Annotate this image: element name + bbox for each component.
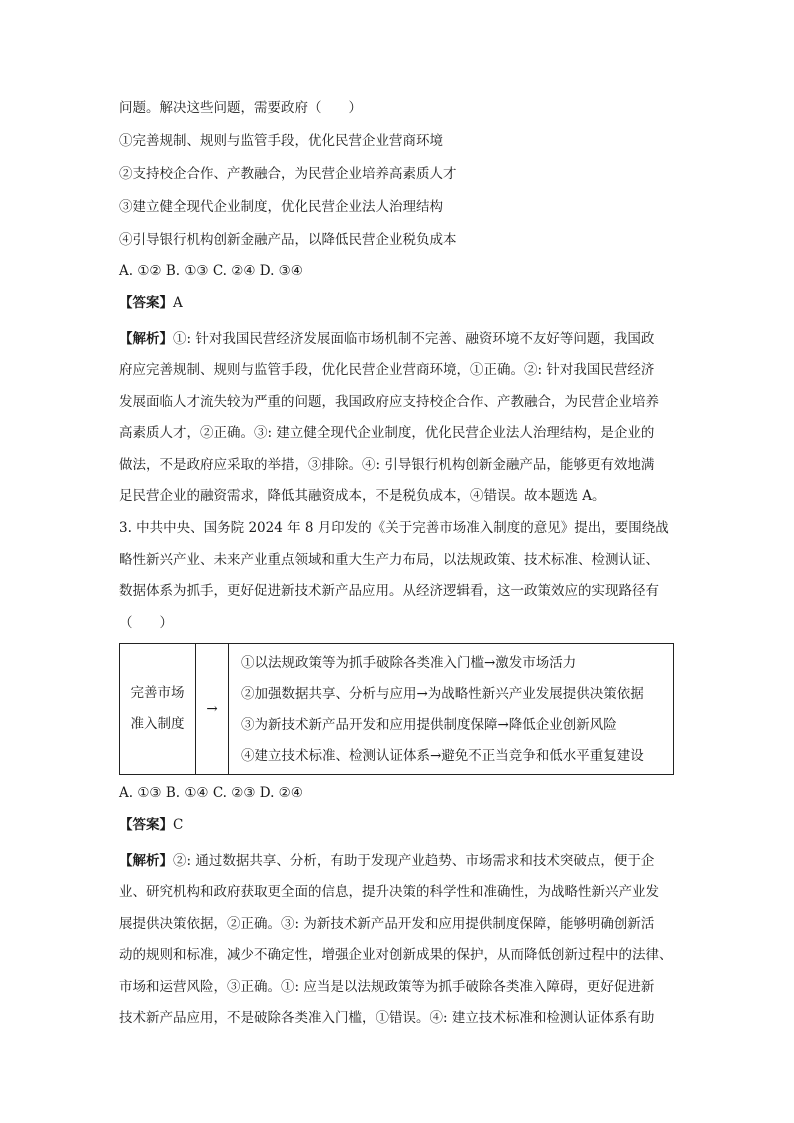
- q3-stem-line: 略性新兴产业、未来产业重点领域和重大生产力布局，以法规政策、技术标准、检测认证、: [119, 551, 659, 568]
- q3-answer: [119, 815, 679, 835]
- q2-option-2: ②支持校企合作、产教融合，为民营企业培养高素质人才: [119, 166, 457, 182]
- q3-choices: A. ①③ B. ①④ C. ②③ D. ②④: [119, 785, 303, 802]
- q2-answer-label: 【答案】: [119, 295, 173, 311]
- arrow-right-icon: →: [206, 701, 218, 718]
- q3-table-items-cell: [229, 644, 674, 775]
- q3-flow-table: [119, 643, 674, 775]
- q3-analysis-line: ②: 通过数据共享、分析，有助于发现产业趋势、市场需求和技术突破点，便于企: [173, 853, 655, 870]
- q3-analysis-line: 动的规则和标准，减少不确定性，增强企业对创新成果的保护，从而降低创新过程中的法律、: [119, 947, 673, 964]
- q2-option-4: ④引导银行机构创新金融产品，以降低民营企业税负成本: [119, 232, 457, 248]
- q3-table-left-line1: 完善市场: [130, 685, 185, 702]
- q2-analysis-line: 高素质人才，②正确。③: 建立健全现代企业制度，优化民营企业法人治理结构，是企业的: [119, 425, 655, 442]
- q3-stem-line: 数据体系为抓手，更好促进新技术新产品应用。从经济逻辑看，这一政策效应的实现路径有: [119, 583, 659, 600]
- q3-analysis-line: 市场和运营风险，③正确。①: 应当是以法规政策等为抓手破除各类准入障碍，更好促进新: [119, 978, 655, 995]
- q3-stem-line: （ ）: [119, 614, 173, 631]
- q3-table-left-line2: 准入制度: [130, 716, 185, 733]
- q3-answer-label: 【答案】: [119, 817, 173, 834]
- q3-analysis-line: 业、研究机构和政府获取更全面的信息，提升决策的科学性和准确性，为战略性新兴产业发: [119, 884, 659, 901]
- q2-analysis: [119, 324, 679, 512]
- q3-stem: [119, 513, 679, 639]
- q2-answer-value: A: [173, 295, 183, 311]
- q3-answer-value: C: [173, 817, 184, 834]
- q3-stem-line: 3. 中共中央、国务院 2024 年 8 月印发的《关于完善市场准入制度的意见》提出，要围绕战: [119, 520, 669, 537]
- q2-analysis-line: ①: 针对我国民营经济发展面临市场机制不完善、融资环境不友好等问题，我国政: [173, 331, 655, 347]
- q3-analysis: [119, 846, 679, 1034]
- q2-choices: A. ①② B. ①③ C. ②④ D. ③④: [119, 263, 303, 279]
- q2-stem-tail: 问题。解决这些问题，需要政府（ ）: [119, 100, 362, 116]
- q3-table-item: ④建立技术标准、检测认证体系→避免不正当竞争和低水平重复建设: [241, 748, 644, 765]
- q3-analysis-line: 展提供决策依据，②正确。③: 为新技术新产品开发和应用提供制度保障，能够明确创新活: [119, 915, 655, 932]
- q3-analysis-label: 【解析】: [119, 853, 173, 870]
- q3-table-item: ③为新技术新产品开发和应用提供制度保障→降低企业创新风险: [241, 717, 617, 734]
- q3-table-item: ②加强数据共享、分析与应用→为战略性新兴产业发展提供决策依据: [241, 686, 644, 703]
- q2-analysis-line: 发展面临人才流失较为严重的问题，我国政府应支持校企合作、产教融合，为民营企业培养: [119, 393, 659, 410]
- q2-option-3: ③建立健全现代企业制度，优化民营企业法人治理结构: [119, 199, 443, 215]
- q2-option-1: ①完善规制、规则与监管手段，优化民营企业营商环境: [119, 133, 443, 149]
- q2-analysis-line: 做法，不是政府应采取的举措，③排除。④: 引导银行机构创新金融产品，能够更有效地满: [119, 456, 655, 473]
- q3-table-arrow-cell: [196, 644, 229, 775]
- q2-analysis-line: 足民营企业的融资需求，降低其融资成本，不是税负成本，④错误。故本题选 A。: [119, 488, 606, 505]
- q3-table-left-cell: [120, 644, 196, 775]
- q3-table-item: ①以法规政策等为抓手破除各类准入门槛→激发市场活力: [241, 655, 577, 672]
- q3-analysis-line: 技术新产品应用，不是破除各类准入门槛，①错误。④: 建立技术标准和检测认证体系有助: [119, 1010, 655, 1027]
- q2-answer: [119, 293, 679, 313]
- document-page: [119, 98, 679, 1035]
- q2-analysis-line: 府应完善规制、规则与监管手段，优化民营企业营商环境，①正确。②: 针对我国民营经济: [119, 362, 655, 379]
- q2-analysis-label: 【解析】: [119, 331, 173, 347]
